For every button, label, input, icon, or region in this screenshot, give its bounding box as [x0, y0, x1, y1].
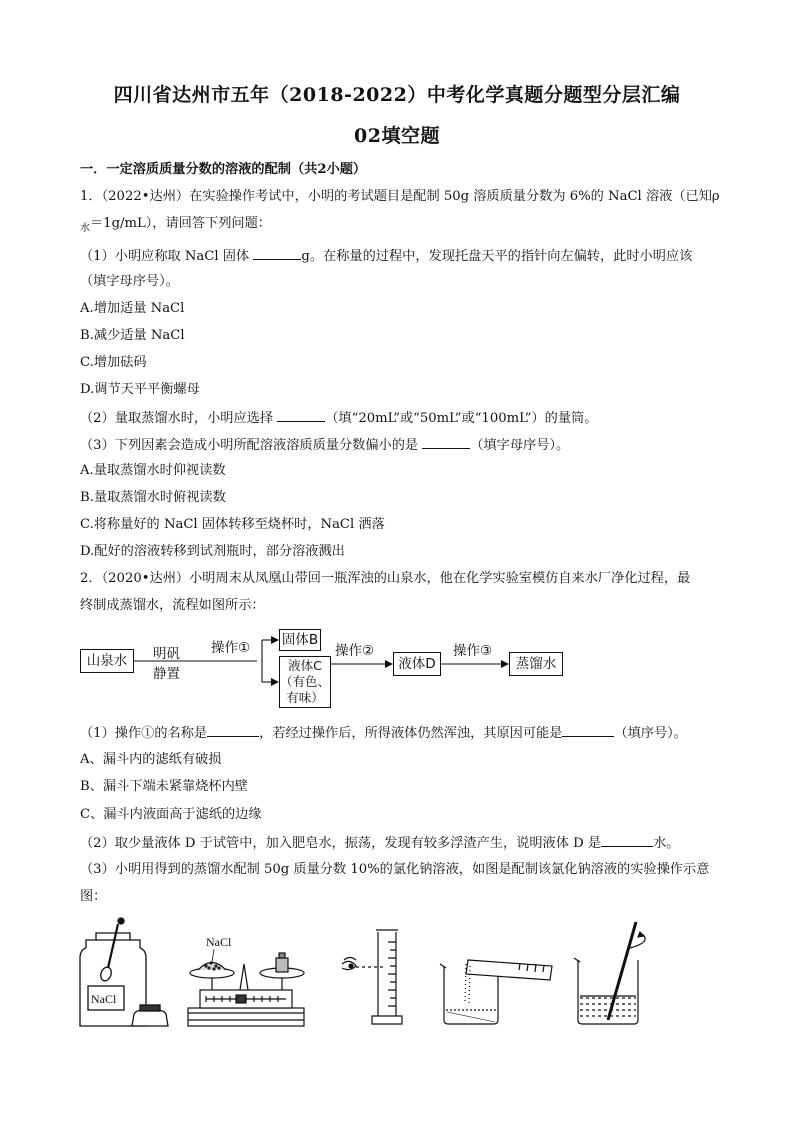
flow-liquid-c-line2: （有色、: [280, 674, 331, 689]
q1-stem-line1: 1．（2022•达州）在实验操作考试中，小明的考试题目是配制 50g 溶质质量分数为 6%的 NaCl 溶液（已知ρ: [80, 189, 720, 204]
flow-liquid-c-line3: 有味）: [286, 690, 324, 705]
q1-part3-option-c: C.将称量好的 NaCl 固体转移至烧杯时，NaCl 洒落: [80, 517, 385, 532]
bottle-label: NaCl: [91, 992, 117, 1006]
balance-label: NaCl: [206, 935, 232, 949]
q2-part2-text-b: 水。: [653, 836, 680, 851]
q1-part1-text-b: g。在称量的过程中，发现托盘天平的指针向左偏转，此时小明应该: [301, 249, 693, 264]
balance-icon: [188, 953, 304, 1026]
flow-box-distilled: 蒸馏水: [509, 652, 563, 676]
stirring-icon: [574, 922, 645, 1024]
q2-option-a: A、漏斗内的滤纸有破损: [80, 752, 222, 767]
flow-label-op3: 操作③: [453, 643, 493, 659]
balance-label-pointer: [212, 949, 214, 962]
q2-part2-text-a: （2）取少量液体 D 于试管中，加入肥皂水，振荡，发现有较多浮渣产生，说明液体 D 是: [80, 836, 602, 851]
q1-option-d: D.调节天平平衡螺母: [80, 382, 200, 397]
q1-part1-text-a: （1）小明应称取 NaCl 固体: [80, 249, 254, 264]
q1-option-b: B.减少适量 NaCl: [80, 328, 185, 343]
q1-part3-option-d: D.配好的溶液转移到试剂瓶时，部分溶液溅出: [80, 544, 345, 559]
q1-part3-text-a: （3）下列因素会造成小明所配溶液溶质质量分数偏小的是: [80, 438, 423, 453]
q2-option-c: C、漏斗内液面高于滤纸的边缘: [80, 807, 262, 822]
pouring-icon: [440, 960, 552, 1024]
flow-liquid-c-line1: 液体C: [288, 658, 322, 673]
flow-box-solid-b: 固体B: [279, 629, 321, 651]
q1-option-a: A.增加适量 NaCl: [80, 301, 185, 316]
section-heading: 一．一定溶质质量分数的溶液的配制（共2小题）: [80, 162, 367, 177]
flow-label-op1: 操作①: [211, 640, 251, 656]
flow-box-liquid-d: 液体D: [393, 652, 441, 676]
q2-part1-text-c: （填序号）。: [614, 726, 687, 741]
q2-part1-text-a: （1）操作①的名称是: [80, 726, 208, 741]
q2-part3-line1: （3）小明用得到的蒸馏水配制 50g 质量分数 10%的氯化钠溶液，如图是配制该氯化钠溶液的实验操作示意: [80, 862, 710, 877]
q1-part2-text-a: （2）量取蒸馏水时，小明应选择: [80, 411, 278, 426]
q1-part2-text-b: （填“20mL”或“50mL”或“100mL”）的量筒。: [325, 411, 598, 426]
q2-part1-text-b: ，若经过操作后，所得液体仍然浑浊，其原因可能是: [259, 726, 563, 741]
reagent-bottle-icon: [80, 918, 168, 1026]
flow-box-source: 山泉水: [80, 649, 134, 673]
q1-part3-text-b: （填字母序号）。: [470, 438, 570, 453]
q2-option-b: B、漏斗下端未紧靠烧杯内壁: [80, 779, 248, 794]
q2-stem-line2: 终制成蒸馏水，流程如图所示：: [80, 598, 265, 613]
q2-part3-line2: 图：: [80, 889, 107, 904]
q1-part3-option-b: B.量取蒸馏水时俯视读数: [80, 490, 226, 505]
paper-title: 四川省达州市五年（2018-2022）中考化学真题分题型分层汇编: [113, 84, 681, 106]
q1-part1-line2: （填字母序号）。: [80, 274, 179, 289]
q1-stem-line2-text: ＝1g/mL），请回答下列问题：: [90, 216, 271, 231]
q1-part3-option-a: A.量取蒸馏水时仰视读数: [80, 463, 226, 478]
flow-label-alum: 明矾: [153, 646, 180, 662]
q1-option-c: C.增加砝码: [80, 355, 147, 370]
q2-stem-line1: 2．（2020•达州）小明周末从凤凰山带回一瓶浑浊的山泉水，他在化学实验室模仿自来水厂净化过程，最: [80, 571, 691, 586]
graduated-cylinder-icon: [342, 930, 402, 1024]
flow-label-settle: 静置: [153, 666, 180, 682]
q1-stem-subscript: 水: [80, 223, 90, 234]
flow-label-op2: 操作②: [335, 643, 375, 659]
paper-subtitle: 02填空题: [354, 125, 440, 147]
